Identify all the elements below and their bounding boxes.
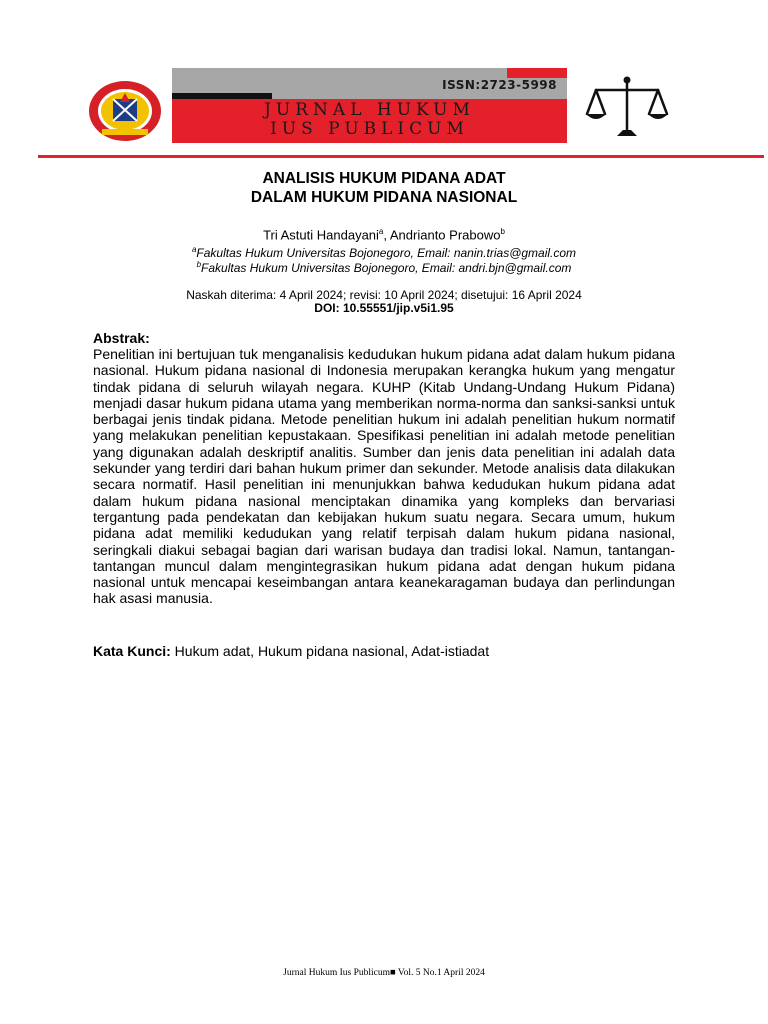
journal-name-line1: JURNAL HUKUM xyxy=(264,100,475,120)
abstract-heading: Abstrak: xyxy=(93,330,150,346)
affiliation-2-text: Fakultas Hukum Universitas Bojonegoro, Email: andri.bjn@gmail.com xyxy=(201,261,572,275)
paper-title-line1: ANALISIS HUKUM PIDANA ADAT xyxy=(262,170,506,187)
affiliation-1-text: Fakultas Hukum Universitas Bojonegoro, Email: nanin.trias@gmail.com xyxy=(196,246,577,260)
affiliation-2-sup: b xyxy=(196,260,202,269)
keywords-value: Hukum adat, Hukum pidana nasional, Adat-istiadat xyxy=(170,643,490,659)
journal-name xyxy=(172,99,567,139)
doi: DOI: 10.55551/jip.v5i1.95 xyxy=(314,301,454,315)
submission-dates: Naskah diterima: 4 April 2024; revisi: 10 April 2024; disetujui: 16 April 2024 xyxy=(186,288,582,302)
keywords-label: Kata Kunci: xyxy=(93,643,171,659)
keywords xyxy=(93,643,489,659)
authors xyxy=(0,227,768,242)
affiliation-1 xyxy=(0,245,768,260)
scales-of-justice-icon xyxy=(584,74,670,140)
paper-title-line2: DALAM HUKUM PIDANA NASIONAL xyxy=(250,189,518,206)
affiliation-2 xyxy=(0,260,768,275)
author-separator: , xyxy=(383,227,390,243)
journal-banner xyxy=(172,68,567,143)
header-rule xyxy=(38,155,764,158)
university-seal-icon xyxy=(88,80,162,142)
issn: ISSN:2723-5998 xyxy=(442,78,557,92)
affiliation-1-sup: a xyxy=(191,245,197,254)
author-1-sup: a xyxy=(378,227,384,236)
author-1: Tri Astuti Handayani xyxy=(263,227,379,243)
abstract-body: Penelitian ini bertujuan tuk menganalisis kedudukan hukum pidana adat dalam hukum pidana nasional. Hukum pidana nasional di Indonesia merupakan kerangka hukum yang mengatur tindak pidana di seluruh wilayah negara. KUHP (Kitab Undang-Undang Hukum Pidana) menjadi dasar hukum pidana utama yang memberikan norma-norma dan sanksi-sanksi untuk berbagai jenis tindak pidana. Metode penelitian hukum ini adalah penelitian hukum normatif yang melakukan penelitian kepustakaan. Spesifikasi penelitian ini adalah metode penelitian yang digunakan adalah deskriptif analitis. Sumber dan jenis data penelitian ini adalah data sekunder yang terdiri dari bahan hukum primer dan sekunder. Metode analisis data dilakukan secara normatif. Hasil penelitian ini menunjukkan bahwa kedudukan hukum pidana adat dalam hukum pidana nasional menciptakan dinamika yang kompleks dan bervariasi tergantung pada pendekatan dan kebijakan hukum suatu negara. Secara umum, hukum pidana adat memiliki kedudukan yang relatif terpisah dalam hukum pidana nasional, seringkali diakui sebagai bagian dari warisan budaya dan tradisi lokal. Namun, tantangan-tantangan muncul dalam mengintegrasikan hukum pidana adat dengan hukum pidana nasional untuk mencapai keseimbangan antara keanekaragaman budaya dan perlindungan hak asasi manusia. xyxy=(93,346,675,607)
page-footer: Jurnal Hukum Ius Publicum■ Vol. 5 No.1 April 2024 xyxy=(283,968,485,978)
author-2: Andrianto Prabowo xyxy=(389,227,501,243)
journal-name-line2: IUS PUBLICUM xyxy=(270,119,469,139)
author-2-sup: b xyxy=(500,227,505,236)
